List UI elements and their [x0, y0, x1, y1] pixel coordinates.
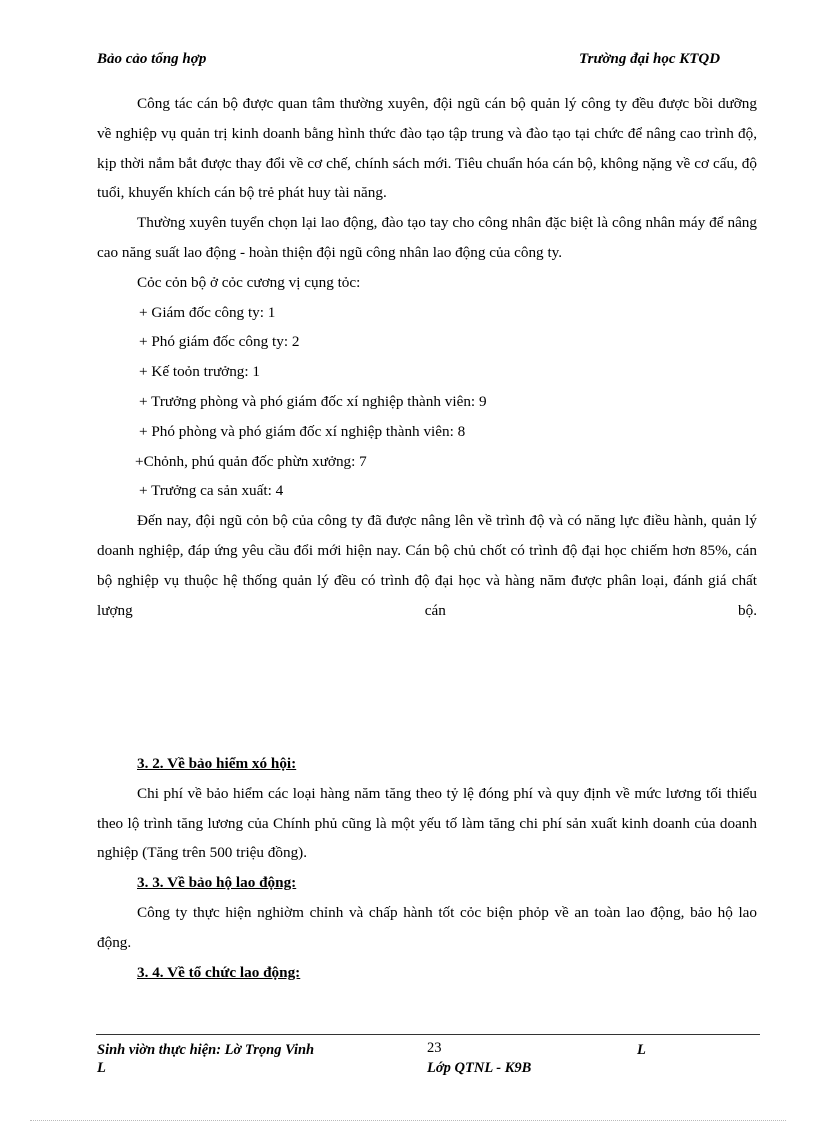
staff-list-item: + Kế toỏn trưởng: 1 — [139, 363, 261, 381]
body-top — [97, 89, 757, 625]
staff-list-item: + Giám đốc công ty: 1 — [139, 303, 276, 321]
paragraph-insurance: Chi phí về bảo hiểm các loại hàng năm tăng theo tỷ lệ đóng phí và quy định về mức lương tối thiểu theo lộ trình tăng lương của Chính phủ cũng là một yếu tố làm tăng chi phí sản xuất kinh doanh của doanh nghiệp (Tăng trên 500 triệu đồng). — [97, 784, 757, 862]
header-university: Trường đại học KTQD — [579, 51, 721, 67]
footer-class: Lớp QTNL - K9B — [427, 1060, 532, 1076]
staff-list-item: + Trưởng ca sản xuất: 4 — [139, 482, 284, 500]
staff-list-item: +Chỏnh, phú quản đốc phừn xưởng: 7 — [135, 452, 367, 470]
footer-mark-left: L — [97, 1060, 106, 1076]
header-report-title: Bảo cảo tổng hợp — [97, 51, 207, 67]
footer-page-number: 23 — [427, 1040, 442, 1056]
heading-social-insurance — [97, 749, 757, 779]
footer-mark-right: L — [637, 1042, 646, 1058]
staff-list-item: + Trưởng phòng và phó giám đốc xí nghiệp thành viên: 9 — [139, 392, 487, 410]
body-bottom — [97, 749, 757, 987]
paragraph-labor-safety: Công ty thực hiện nghiờm chỉnh và chấp hành tốt cỏc biện phỏp về an toàn lao động, bảo hộ lao động. — [97, 903, 757, 951]
staff-list-intro: Cỏc cỏn bộ ở cỏc cương vị cụng tỏc: — [137, 273, 361, 291]
heading-labor-organization-text: 3. 4. Về tổ chức lao động: — [137, 963, 301, 981]
paragraph-staff-quality: Đến nay, đội ngũ cỏn bộ của công ty đã được nâng lên về trình độ và có năng lực điều hành, quản lý doanh nghiệp, đáp ứng yêu cầu đổi mới hiện nay. Cán bộ chủ chốt có trình độ đại học chiếm hơn 85%, cán bộ nghiệp vụ thuộc hệ thống quản lý đều có trình độ đại học và hàng năm được phân loại, đánh giá chất lượng cán bộ. — [97, 512, 757, 619]
heading-labor-protection-text: 3. 3. Về bảo hộ lao động: — [137, 874, 297, 892]
heading-labor-organization — [97, 958, 757, 988]
footer-student: Sinh viờn thực hiện: Lờ Trọng Vinh — [97, 1042, 315, 1058]
staff-list-item: + Phó giám đốc công ty: 2 — [139, 333, 300, 351]
staff-list-item: + Phó phòng và phó giám đốc xí nghiệp thành viên: 8 — [139, 422, 466, 440]
heading-labor-protection — [97, 868, 757, 898]
paragraph-staff-training: Công tác cán bộ được quan tâm thường xuyên, đội ngũ cán bộ quản lý công ty đều được bồi dưỡng về nghiệp vụ quản trị kinh doanh bằng hình thức đào tạo tập trung và đào tạo tại chức để nâng cao trình độ, kịp thời nắm bắt được thay đổi về cơ chế, chính sách mới. Tiêu chuẩn hóa cán bộ, không nặng về cơ cấu, độ tuổi, khuyến khích cán bộ trẻ phát huy tài năng. — [97, 95, 757, 202]
heading-social-insurance-text: 3. 2. Về bảo hiểm xó hội: — [137, 755, 297, 772]
page-edge-divider — [30, 1120, 786, 1121]
footer-divider — [96, 1034, 760, 1035]
paragraph-recruitment: Thường xuyên tuyển chọn lại lao động, đào tạo tay cho công nhân đặc biệt là công nhân máy để nâng cao năng suất lao động - hoàn thiện đội ngũ công nhân lao động của công ty. — [97, 214, 757, 261]
